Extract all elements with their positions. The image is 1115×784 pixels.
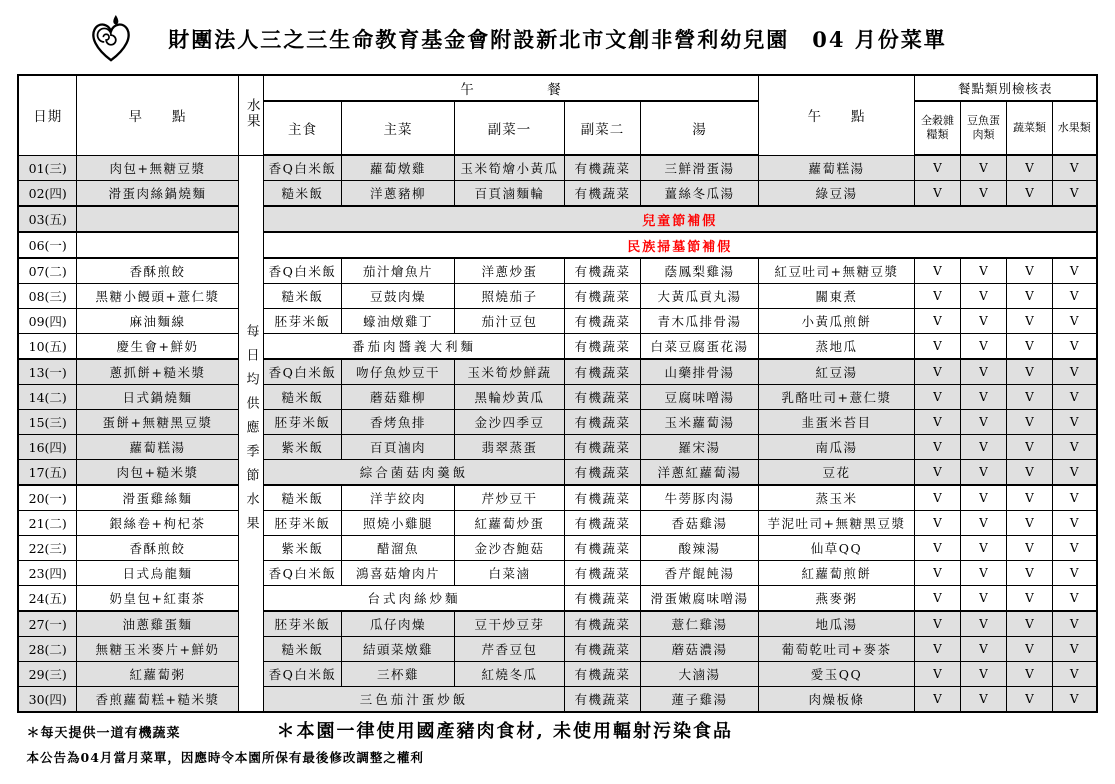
staple-cell: 胚芽米飯: [263, 611, 341, 637]
check-cell: V: [1006, 687, 1052, 713]
check-cell: V: [1052, 181, 1096, 207]
col-header-grains: 全穀雜糧類: [914, 101, 960, 155]
table-row: [18, 258, 1096, 284]
table-row: [18, 309, 1096, 334]
col-header-vegetable: 蔬菜類: [1006, 101, 1052, 155]
date-cell: 24(五): [18, 586, 76, 612]
check-cell: V: [914, 410, 960, 435]
staple-cell: 香Q白米飯: [263, 359, 341, 385]
check-cell: V: [914, 181, 960, 207]
soup-cell: 蘑菇濃湯: [640, 637, 758, 662]
check-cell: V: [960, 536, 1006, 561]
table-row: [18, 637, 1096, 662]
breakfast-cell: 紅蘿蔔粥: [76, 662, 238, 687]
side2-cell: 有機蔬菜: [564, 181, 640, 207]
date-cell: 02(四): [18, 181, 76, 207]
lunch-span-cell: 番茄肉醬義大利麵: [263, 334, 564, 360]
table-row: [18, 232, 1096, 258]
breakfast-cell: 日式烏龍麵: [76, 561, 238, 586]
breakfast-cell: [76, 206, 238, 232]
check-cell: V: [1006, 511, 1052, 536]
date-cell: 09(四): [18, 309, 76, 334]
staple-cell: 香Q白米飯: [263, 662, 341, 687]
check-cell: V: [914, 309, 960, 334]
date-cell: 06(一): [18, 232, 76, 258]
snack-cell: 紅蘿蔔煎餅: [758, 561, 914, 586]
side2-cell: 有機蔬菜: [564, 485, 640, 511]
breakfast-cell: 香煎蘿蔔糕+糙米漿: [76, 687, 238, 713]
snack-cell: 蒸玉米: [758, 485, 914, 511]
check-cell: V: [1052, 687, 1096, 713]
side1-cell: 金沙四季豆: [454, 410, 564, 435]
table-row: [18, 284, 1096, 309]
staple-cell: 香Q白米飯: [263, 258, 341, 284]
soup-cell: 豆腐味噌湯: [640, 385, 758, 410]
check-cell: V: [960, 284, 1006, 309]
heart-spiral-flame-logo-icon: [86, 14, 136, 66]
check-cell: V: [1052, 485, 1096, 511]
check-cell: V: [914, 485, 960, 511]
side1-cell: 紅蘿蔔炒蛋: [454, 511, 564, 536]
main-dish-cell: 茄汁燴魚片: [341, 258, 454, 284]
table-row: [18, 611, 1096, 637]
main-dish-cell: 鴻喜菇燴肉片: [341, 561, 454, 586]
main-dish-cell: 蘑菇雞柳: [341, 385, 454, 410]
snack-cell: 乳酪吐司+薏仁漿: [758, 385, 914, 410]
check-cell: V: [960, 561, 1006, 586]
col-header-lunch-group: 午 餐: [263, 75, 758, 101]
main-dish-cell: 蘿蔔燉雞: [341, 155, 454, 181]
col-header-side1: 副菜一: [454, 101, 564, 155]
page-footer: [19, 717, 1097, 766]
check-cell: V: [960, 258, 1006, 284]
side2-cell: 有機蔬菜: [564, 662, 640, 687]
col-header-date: 日期: [18, 75, 76, 155]
check-cell: V: [914, 155, 960, 181]
col-header-check-title: 餐點類別檢核表: [914, 75, 1096, 101]
side1-cell: 白菜滷: [454, 561, 564, 586]
check-cell: V: [914, 586, 960, 612]
snack-cell: 地瓜湯: [758, 611, 914, 637]
check-cell: V: [1006, 611, 1052, 637]
soup-cell: 薏仁雞湯: [640, 611, 758, 637]
table-row: [18, 385, 1096, 410]
col-header-staple: 主食: [263, 101, 341, 155]
snack-cell: 小黃瓜煎餅: [758, 309, 914, 334]
menu-body: [18, 155, 1096, 712]
check-cell: V: [960, 435, 1006, 460]
side1-cell: 照燒茄子: [454, 284, 564, 309]
col-header-snack: 午 點: [758, 75, 914, 155]
date-cell: 17(五): [18, 460, 76, 486]
staple-cell: 胚芽米飯: [263, 410, 341, 435]
soup-cell: 玉米蘿蔔湯: [640, 410, 758, 435]
side2-cell: 有機蔬菜: [564, 611, 640, 637]
table-row: [18, 485, 1096, 511]
side1-cell: 茄汁豆包: [454, 309, 564, 334]
check-cell: V: [960, 511, 1006, 536]
breakfast-cell: 慶生會+鮮奶: [76, 334, 238, 360]
check-cell: V: [960, 586, 1006, 612]
side2-cell: 有機蔬菜: [564, 359, 640, 385]
side1-cell: 洋蔥炒蛋: [454, 258, 564, 284]
page-title: 財團法人三之三生命教育基金會附設新北市文創非營利幼兒園 04 月份菜單: [168, 27, 947, 52]
check-cell: V: [1006, 334, 1052, 360]
check-cell: V: [960, 181, 1006, 207]
check-cell: V: [1052, 385, 1096, 410]
holiday-cell: 民族掃墓節補假: [263, 232, 1096, 258]
snack-cell: 紅豆湯: [758, 359, 914, 385]
check-cell: V: [914, 511, 960, 536]
col-header-protein: 豆魚蛋肉類: [960, 101, 1006, 155]
staple-cell: 香Q白米飯: [263, 561, 341, 586]
breakfast-cell: 麻油麵線: [76, 309, 238, 334]
check-cell: V: [1006, 586, 1052, 612]
snack-cell: 豆花: [758, 460, 914, 486]
soup-cell: 山藥排骨湯: [640, 359, 758, 385]
breakfast-cell: 無糖玉米麥片+鮮奶: [76, 637, 238, 662]
check-cell: V: [1052, 258, 1096, 284]
breakfast-cell: 滑蛋肉絲鍋燒麵: [76, 181, 238, 207]
check-cell: V: [960, 460, 1006, 486]
breakfast-cell: 日式鍋燒麵: [76, 385, 238, 410]
breakfast-cell: 肉包+糙米漿: [76, 460, 238, 486]
check-cell: V: [1006, 536, 1052, 561]
soup-cell: 大滷湯: [640, 662, 758, 687]
breakfast-cell: 奶皇包+紅棗茶: [76, 586, 238, 612]
check-cell: V: [1006, 309, 1052, 334]
soup-cell: 青木瓜排骨湯: [640, 309, 758, 334]
breakfast-cell: 香酥煎餃: [76, 536, 238, 561]
table-row: [18, 561, 1096, 586]
breakfast-cell: 香酥煎餃: [76, 258, 238, 284]
staple-cell: 香Q白米飯: [263, 155, 341, 181]
check-cell: V: [1006, 662, 1052, 687]
check-cell: V: [1052, 460, 1096, 486]
check-cell: V: [914, 637, 960, 662]
check-cell: V: [1052, 359, 1096, 385]
staple-cell: 胚芽米飯: [263, 511, 341, 536]
side2-cell: 有機蔬菜: [564, 586, 640, 612]
side1-cell: 百頁滷麵輪: [454, 181, 564, 207]
check-cell: V: [1052, 155, 1096, 181]
check-cell: V: [914, 359, 960, 385]
table-row: [18, 334, 1096, 360]
date-cell: 29(三): [18, 662, 76, 687]
snack-cell: 韭蛋米苔目: [758, 410, 914, 435]
table-row: [18, 536, 1096, 561]
soup-cell: 香芹餛飩湯: [640, 561, 758, 586]
side1-cell: 玉米筍炒鮮蔬: [454, 359, 564, 385]
breakfast-cell: 銀絲卷+枸杞茶: [76, 511, 238, 536]
check-cell: V: [1006, 410, 1052, 435]
staple-cell: 糙米飯: [263, 181, 341, 207]
table-row: [18, 586, 1096, 612]
soup-cell: 白菜豆腐蛋花湯: [640, 334, 758, 360]
main-dish-cell: 三杯雞: [341, 662, 454, 687]
main-dish-cell: 洋芋絞肉: [341, 485, 454, 511]
date-cell: 22(三): [18, 536, 76, 561]
check-cell: V: [1052, 586, 1096, 612]
soup-cell: 大黃瓜貢丸湯: [640, 284, 758, 309]
check-cell: V: [960, 359, 1006, 385]
snack-cell: 芋泥吐司+無糖黑豆漿: [758, 511, 914, 536]
check-cell: V: [960, 334, 1006, 360]
check-cell: V: [914, 385, 960, 410]
main-dish-cell: 瓜仔肉燥: [341, 611, 454, 637]
holiday-cell: 兒童節補假: [263, 206, 1096, 232]
date-cell: 08(三): [18, 284, 76, 309]
table-row: [18, 206, 1096, 232]
staple-cell: 紫米飯: [263, 435, 341, 460]
check-cell: V: [1006, 460, 1052, 486]
check-cell: V: [1006, 637, 1052, 662]
fruit-note-text: 每日均供應季節水果: [243, 323, 259, 540]
side2-cell: 有機蔬菜: [564, 435, 640, 460]
soup-cell: 洋蔥紅蘿蔔湯: [640, 460, 758, 486]
check-cell: V: [1006, 284, 1052, 309]
side2-cell: 有機蔬菜: [564, 385, 640, 410]
snack-cell: 仙草QQ: [758, 536, 914, 561]
check-cell: V: [1006, 435, 1052, 460]
breakfast-cell: 肉包+無糖豆漿: [76, 155, 238, 181]
check-cell: V: [914, 460, 960, 486]
check-cell: V: [960, 309, 1006, 334]
date-cell: 27(一): [18, 611, 76, 637]
side1-cell: 黑輪炒黃瓜: [454, 385, 564, 410]
table-row: [18, 687, 1096, 713]
snack-cell: 葡萄乾吐司+麥茶: [758, 637, 914, 662]
soup-cell: 羅宋湯: [640, 435, 758, 460]
check-cell: V: [914, 687, 960, 713]
staple-cell: 紫米飯: [263, 536, 341, 561]
date-cell: 01(三): [18, 155, 76, 181]
breakfast-cell: [76, 232, 238, 258]
main-dish-cell: 結頭菜燉雞: [341, 637, 454, 662]
side2-cell: 有機蔬菜: [564, 511, 640, 536]
snack-cell: 蘿蔔糕湯: [758, 155, 914, 181]
side2-cell: 有機蔬菜: [564, 536, 640, 561]
side1-cell: 芹香豆包: [454, 637, 564, 662]
staple-cell: 糙米飯: [263, 637, 341, 662]
fruit-note-cell: [238, 155, 263, 712]
date-cell: 03(五): [18, 206, 76, 232]
col-header-side2: 副菜二: [564, 101, 640, 155]
check-cell: V: [960, 410, 1006, 435]
check-cell: V: [1006, 359, 1052, 385]
check-cell: V: [1052, 637, 1096, 662]
table-row: [18, 460, 1096, 486]
footer-notes-row: [19, 717, 1097, 743]
check-cell: V: [1006, 181, 1052, 207]
check-cell: V: [914, 561, 960, 586]
side2-cell: 有機蔬菜: [564, 687, 640, 713]
breakfast-cell: 油蔥雞蛋麵: [76, 611, 238, 637]
date-cell: 20(一): [18, 485, 76, 511]
col-header-fruit: 水果: [238, 75, 263, 155]
staple-cell: 糙米飯: [263, 385, 341, 410]
side2-cell: 有機蔬菜: [564, 258, 640, 284]
soup-cell: 香菇雞湯: [640, 511, 758, 536]
soup-cell: 滑蛋嫩腐味噌湯: [640, 586, 758, 612]
organic-vegetable-note: ＊每天提供一道有機蔬菜: [26, 726, 181, 741]
check-cell: V: [1052, 334, 1096, 360]
page-header: [0, 0, 1115, 72]
check-cell: V: [960, 485, 1006, 511]
side1-cell: 玉米筍燴小黃瓜: [454, 155, 564, 181]
table-row: [18, 155, 1096, 181]
check-cell: V: [914, 258, 960, 284]
check-cell: V: [960, 662, 1006, 687]
lunch-span-cell: 台式肉絲炒麵: [263, 586, 564, 612]
main-dish-cell: 洋蔥豬柳: [341, 181, 454, 207]
snack-cell: 綠豆湯: [758, 181, 914, 207]
side1-cell: 紅燒冬瓜: [454, 662, 564, 687]
col-header-main-dish: 主菜: [341, 101, 454, 155]
check-cell: V: [1052, 309, 1096, 334]
date-cell: 28(二): [18, 637, 76, 662]
menu-change-disclaimer: 本公告為04月當月菜單，因應時令本園所保有最後修改調整之權利: [26, 750, 424, 765]
check-cell: V: [914, 662, 960, 687]
snack-cell: 南瓜湯: [758, 435, 914, 460]
soup-cell: 酸辣湯: [640, 536, 758, 561]
main-dish-cell: 豆鼓肉燥: [341, 284, 454, 309]
check-cell: V: [914, 435, 960, 460]
main-dish-cell: 醋溜魚: [341, 536, 454, 561]
side2-cell: 有機蔬菜: [564, 460, 640, 486]
main-dish-cell: 照燒小雞腿: [341, 511, 454, 536]
snack-cell: 紅豆吐司+無糖豆漿: [758, 258, 914, 284]
check-cell: V: [1052, 662, 1096, 687]
soup-cell: 薑絲冬瓜湯: [640, 181, 758, 207]
col-header-fruit-class: 水果類: [1052, 101, 1096, 155]
side2-cell: 有機蔬菜: [564, 561, 640, 586]
snack-cell: 蒸地瓜: [758, 334, 914, 360]
check-cell: V: [914, 611, 960, 637]
table-row: [18, 410, 1096, 435]
check-cell: V: [960, 611, 1006, 637]
side2-cell: 有機蔬菜: [564, 309, 640, 334]
side1-cell: 金沙杏鮑菇: [454, 536, 564, 561]
staple-cell: 糙米飯: [263, 284, 341, 309]
lunch-span-cell: 三色茄汁蛋炒飯: [263, 687, 564, 713]
table-row: [18, 359, 1096, 385]
date-cell: 21(二): [18, 511, 76, 536]
soup-cell: 牛蒡豚肉湯: [640, 485, 758, 511]
check-cell: V: [1052, 410, 1096, 435]
check-cell: V: [960, 687, 1006, 713]
menu-table: [17, 74, 1097, 713]
check-cell: V: [1006, 385, 1052, 410]
side1-cell: 豆干炒豆芽: [454, 611, 564, 637]
date-cell: 14(二): [18, 385, 76, 410]
table-row: [18, 662, 1096, 687]
check-cell: V: [1052, 611, 1096, 637]
date-cell: 10(五): [18, 334, 76, 360]
date-cell: 15(三): [18, 410, 76, 435]
main-dish-cell: 蠔油燉雞丁: [341, 309, 454, 334]
side2-cell: 有機蔬菜: [564, 334, 640, 360]
check-cell: V: [960, 155, 1006, 181]
check-cell: V: [1006, 561, 1052, 586]
check-cell: V: [1006, 258, 1052, 284]
side2-cell: 有機蔬菜: [564, 637, 640, 662]
main-dish-cell: 吻仔魚炒豆干: [341, 359, 454, 385]
table-row: [18, 511, 1096, 536]
date-cell: 13(一): [18, 359, 76, 385]
soup-cell: 蔭鳳梨雞湯: [640, 258, 758, 284]
col-header-soup: 湯: [640, 101, 758, 155]
check-cell: V: [914, 284, 960, 309]
soup-cell: 蓮子雞湯: [640, 687, 758, 713]
date-cell: 16(四): [18, 435, 76, 460]
side1-cell: 翡翠蒸蛋: [454, 435, 564, 460]
breakfast-cell: 黑糖小饅頭+薏仁漿: [76, 284, 238, 309]
check-cell: V: [1052, 284, 1096, 309]
lunch-span-cell: 綜合菌菇肉羹飯: [263, 460, 564, 486]
check-cell: V: [1006, 485, 1052, 511]
check-cell: V: [914, 536, 960, 561]
breakfast-cell: 滑蛋雞絲麵: [76, 485, 238, 511]
check-cell: V: [1052, 435, 1096, 460]
side2-cell: 有機蔬菜: [564, 284, 640, 309]
table-header: [18, 75, 1096, 155]
col-header-breakfast: 早 點: [76, 75, 238, 155]
check-cell: V: [1052, 561, 1096, 586]
check-cell: V: [1006, 155, 1052, 181]
breakfast-cell: 蛋餅+無糖黑豆漿: [76, 410, 238, 435]
staple-cell: 胚芽米飯: [263, 309, 341, 334]
main-dish-cell: 百頁滷肉: [341, 435, 454, 460]
check-cell: V: [1052, 511, 1096, 536]
side1-cell: 芹炒豆干: [454, 485, 564, 511]
staple-cell: 糙米飯: [263, 485, 341, 511]
check-cell: V: [960, 637, 1006, 662]
side2-cell: 有機蔬菜: [564, 155, 640, 181]
date-cell: 30(四): [18, 687, 76, 713]
date-cell: 07(二): [18, 258, 76, 284]
snack-cell: 愛玉QQ: [758, 662, 914, 687]
check-cell: V: [960, 385, 1006, 410]
check-cell: V: [1052, 536, 1096, 561]
main-dish-cell: 香烤魚排: [341, 410, 454, 435]
pork-safety-note: ＊本園一律使用國產豬肉食材, 未使用輻射污染食品: [276, 721, 734, 742]
table-row: [18, 181, 1096, 207]
check-cell: V: [914, 334, 960, 360]
date-cell: 23(四): [18, 561, 76, 586]
side2-cell: 有機蔬菜: [564, 410, 640, 435]
soup-cell: 三鮮滑蛋湯: [640, 155, 758, 181]
snack-cell: 肉燥板條: [758, 687, 914, 713]
snack-cell: 燕麥粥: [758, 586, 914, 612]
table-row: [18, 435, 1096, 460]
breakfast-cell: 蔥抓餅+糙米漿: [76, 359, 238, 385]
breakfast-cell: 蘿蔔糕湯: [76, 435, 238, 460]
snack-cell: 關東煮: [758, 284, 914, 309]
